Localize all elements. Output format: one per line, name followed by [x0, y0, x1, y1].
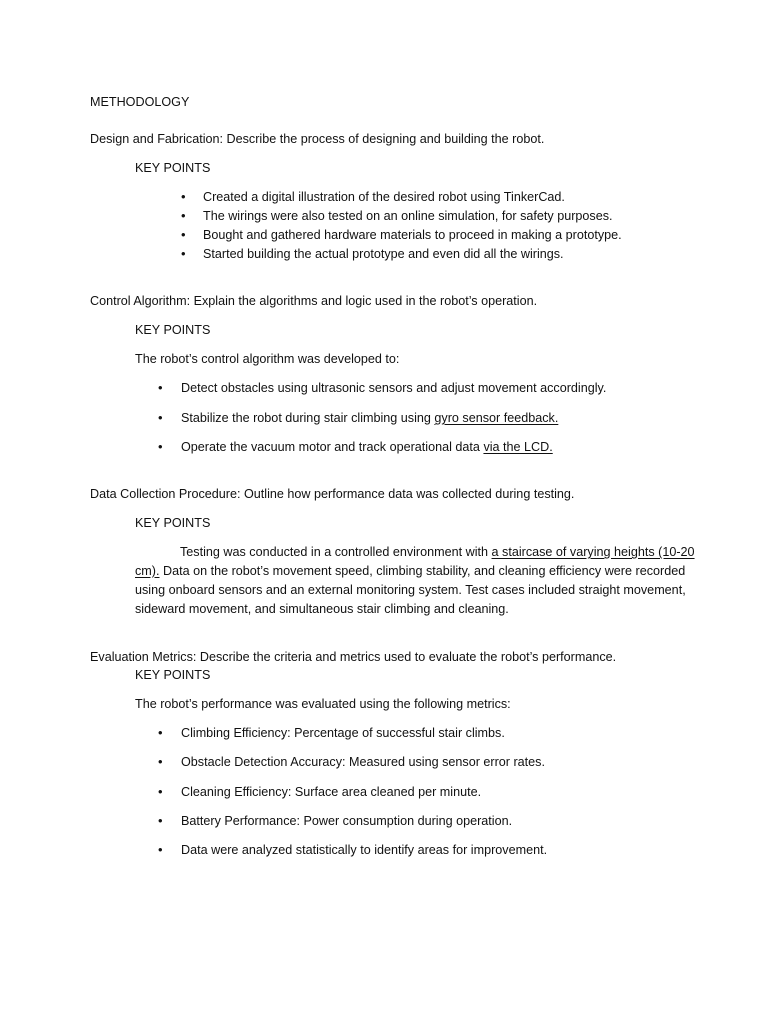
- section-intro: The robot’s control algorithm was developed to:: [135, 352, 400, 366]
- list-item-text: Started building the actual prototype and even did all the wirings.: [203, 247, 564, 261]
- paragraph-text-start: Testing was conducted in a controlled environment with: [180, 545, 492, 559]
- underlined-text: via the LCD.: [483, 440, 553, 454]
- list-item-text: Detect obstacles using ultrasonic sensors and adjust movement accordingly.: [181, 381, 607, 395]
- list-item-text: Bought and gathered hardware materials to proceed in making a prototype.: [203, 228, 622, 242]
- list-item-text: Obstacle Detection Accuracy: Measured using sensor error rates.: [181, 755, 545, 769]
- section-title-design: Design and Fabrication: Describe the process of designing and building the robot.: [90, 132, 545, 146]
- list-item-text: [181, 439, 553, 455]
- list-item-text: [181, 410, 558, 426]
- bullet-icon: •: [158, 842, 163, 857]
- underlined-text: a staircase of varying heights (10-20 cm).: [135, 545, 695, 578]
- bullet-icon: •: [158, 725, 163, 740]
- underlined-text: gyro sensor feedback.: [434, 411, 559, 425]
- bullet-icon: •: [181, 189, 186, 204]
- key-points-label: KEY POINTS: [135, 668, 211, 682]
- bullet-icon: •: [158, 754, 163, 769]
- section-title-data-collection: Data Collection Procedure: Outline how performance data was collected during testing.: [90, 487, 575, 501]
- list-item-text: Cleaning Efficiency: Surface area cleaned per minute.: [181, 785, 482, 799]
- key-points-label: KEY POINTS: [135, 516, 211, 530]
- list-item-text: Climbing Efficiency: Percentage of successful stair climbs.: [181, 726, 505, 740]
- bullet-icon: •: [181, 227, 186, 242]
- bullet-icon: •: [181, 208, 186, 223]
- page-heading: METHODOLOGY: [90, 95, 190, 109]
- bullet-icon: •: [158, 439, 163, 454]
- bullet-icon: •: [158, 380, 163, 395]
- section-title-evaluation: Evaluation Metrics: Describe the criteria and metrics used to evaluate the robot’s performance.: [90, 650, 617, 664]
- bullet-icon: •: [158, 410, 163, 425]
- list-item-text-start: Operate the vacuum motor and track operational data: [181, 440, 484, 454]
- list-item-text: Data were analyzed statistically to identify areas for improvement.: [181, 843, 548, 857]
- list-item-text: Battery Performance: Power consumption during operation.: [181, 814, 513, 828]
- bullet-icon: •: [158, 813, 163, 828]
- testing-paragraph: [135, 543, 695, 619]
- list-item-text: Created a digital illustration of the desired robot using TinkerCad.: [203, 190, 565, 204]
- paragraph-text-end: Data on the robot’s movement speed, climbing stability, and cleaning efficiency were recorded using onboard sensors and an external monitoring system. Test cases included straight movement, sideward movement, and simultaneous stair climbing and cleaning.: [135, 564, 686, 616]
- section-intro: The robot’s performance was evaluated using the following metrics:: [135, 697, 511, 711]
- key-points-label: KEY POINTS: [135, 323, 211, 337]
- list-item-text-start: Stabilize the robot during stair climbing using: [181, 411, 435, 425]
- key-points-label: KEY POINTS: [135, 161, 211, 175]
- bullet-icon: •: [181, 246, 186, 261]
- bullet-icon: •: [158, 784, 163, 799]
- section-title-control: Control Algorithm: Explain the algorithms and logic used in the robot’s operation.: [90, 294, 538, 308]
- list-item-text: The wirings were also tested on an online simulation, for safety purposes.: [203, 209, 613, 223]
